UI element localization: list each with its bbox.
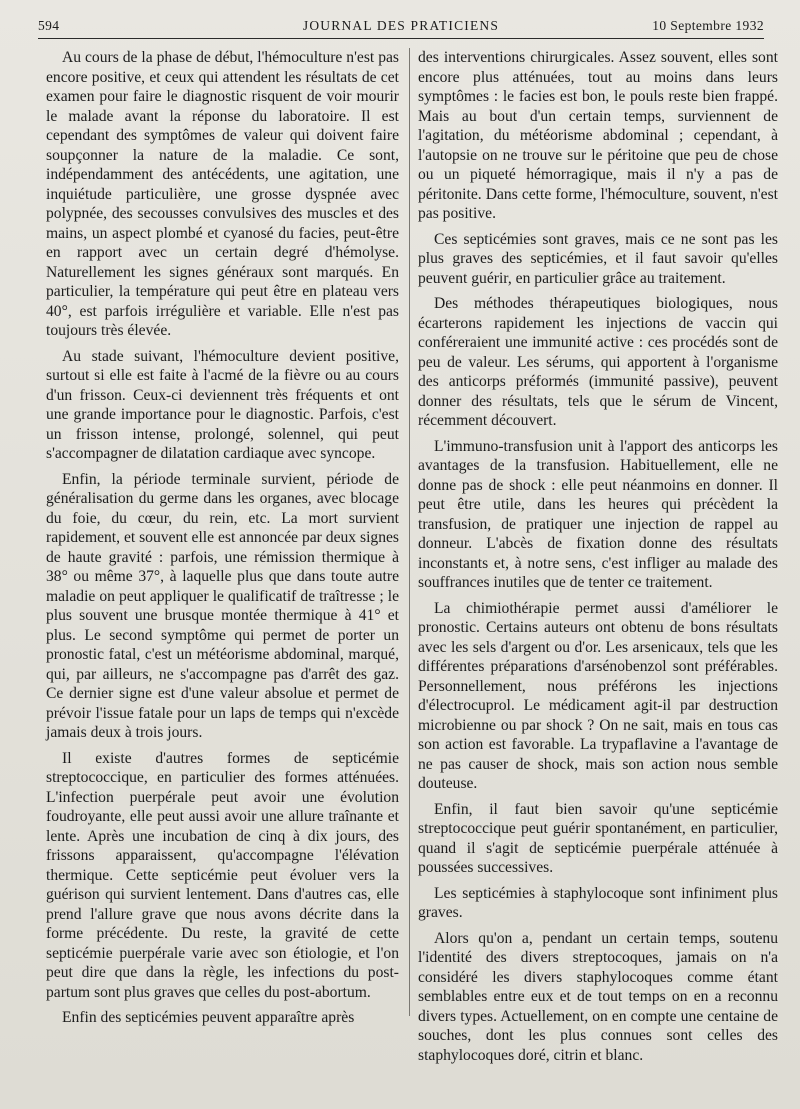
paragraph: Enfin, la période terminale survient, période de généralisation du germe dans les organes, avec blocage du foie, du cœur, du rein, etc. La mort survient rapidement, et souvent elle est annoncée par deux signes de haute gravité : parfois, une rémission thermique à 38° ou même 37°, à laquelle plus que dans toute autre maladie on peut appliquer le qualificatif de traîtresse ; le plus souvent une brusque montée thermique à 41° et plus. Le second symptôme qui permet de porter un pronostic fatal, c'est un météorisme abdominal, marqué, qui, par ailleurs, ne s'accompagne pas d'arrêt des gaz. Ce dernier signe est d'une valeur absolue et permet de prévoir l'issue fatale pour un laps de temps qui n'excède jamais deux à trois jours. [46,470,399,741]
paragraph: Au cours de la phase de début, l'hémoculture n'est pas encore positive, et ceux qui attendent les résultats de cet examen pour faire le diagnostic risquent de voir mourir le malade avant la réponse du laboratoire. Il est cependant des symptômes de valeur qui doivent faire soupçonner la nature de la maladie. Ce sont, indépendamment des antécédents, une agitation, une inquiétude particulière, une grosse dyspnée avec polypnée, des secousses convulsives des muscles et des mains, un aspect plombé et cyanosé du facies, peut-être en rapport avec un certain degré d'hémolyse. Naturellement les signes généraux sont marqués. En particulier, la température qui peut être en plateau vers 40°, est parfois irrégulière et variable. Elle n'est pas toujours très élevée. [46,49,399,339]
paragraph: Enfin des septicémies peuvent apparaître après [62,1009,355,1026]
paragraph: Enfin, il faut bien savoir qu'une septicémie streptococcique peut guérir spontanément, en particulier, quand il s'agit de septicémie puerpérale atténuée à poussées successives. [418,800,778,876]
left-column [46,48,399,1034]
column-divider [409,48,410,1016]
header-rule [38,38,764,39]
issue-date: 10 Septembre 1932 [652,18,764,33]
right-column [418,48,778,1071]
paragraph: Il existe d'autres formes de septicémie streptococcique, en particulier des formes atténuées. L'infection puerpérale peut avoir une évolution foudroyante, elle peut aussi avoir une allure traînante et lente. Après une incubation de cinq à dix jours, des frissons apparaissent, qu'accompagne l'élévation thermique. Cette septicémie peut évoluer vers la guérison qui survient lentement. Dans d'autres cas, elle prend l'allure grave que nous avons décrite dans la forme précédente. Du reste, la gravité de cette septicémie puerpérale varie avec son étiologie, et l'on peut dire que dans la règle, les infections du post-partum sont plus graves que celles du post-abortum. [46,749,399,1001]
paragraph: Les septicémies à staphylocoque sont infiniment plus graves. [418,884,778,921]
paragraph: La chimiothérapie permet aussi d'améliorer le pronostic. Certains auteurs ont obtenu de bons résultats avec les sels d'argent ou d'or. Les arsenicaux, tels que les différentes préparations d'arsénobenzol sont préférables. Personnellement, nous préférons les injections d'électrocuprol. Le médicament agit-il par destruction microbienne ou par shock ? On ne sait, mais en tous cas son action est favorable. La trypaflavine a l'avantage de ne pas causer de shock, mais son action nous semble douteuse. [418,599,778,792]
journal-title: JOURNAL DES PRATICIENS [302,18,500,33]
paragraph-continuation: des interventions chirurgicales. Assez souvent, elles sont encore plus atténuées, tout au moins dans leurs symptômes : le facies est bon, le pouls reste bien frappé. Mais au bout d'un certain temps, surviennent de l'agitation, du météorisme abdominal ; cependant, à l'autopsie on ne trouve sur le péritoine que peu de chose ou un piqueté hémorragique, mais il n'y a pas de péritonite. Dans cette forme, l'hémoculture, souvent, n'est pas positive. [418,49,778,222]
paragraph: Des méthodes thérapeutiques biologiques, nous écarterons rapidement les injections de vaccin qui conféreraient une immunité active : ces procédés sont de peu de valeur. Les sérums, qui apportent à l'organisme des anticorps préformés (immunité passive), peuvent donner des résultats, tels que le sérum de Vincent, récemment découvert. [418,295,778,429]
paragraph: L'immuno-transfusion unit à l'apport des anticorps les avantages de la transfusion. Habituellement, elle ne donne pas de shock : elle peut néanmoins en donner. Il peut être utile, dans les heures qui précèdent la transfusion, de pratiquer une injection de rappel au donneur. L'abcès de fixation donne des résultats inconstants et, à notre sens, c'est infliger au malade des souffrances inutiles que de tenter ce traitement. [418,437,778,591]
page-number: 594 [38,18,60,33]
running-header [38,18,764,38]
paragraph: Ces septicémies sont graves, mais ce ne sont pas les plus graves des septicémies, et il faut savoir qu'elles peuvent guérir, en particulier grâce au traitement. [418,230,778,287]
paragraph: Au stade suivant, l'hémoculture devient positive, surtout si elle est faite à l'acmé de la fièvre ou au cours d'un frisson. Ceux-ci deviennent très fréquents et ont une grande importance pour le diagnostic. Parfois, c'est un frisson intense, prolongé, solennel, qui peut s'accompagner de dilatation cardiaque avec syncope. [46,347,399,462]
paragraph: Alors qu'on a, pendant un certain temps, soutenu l'identité des divers streptocoques, jamais on n'a considéré les divers staphylocoques comme étant semblables entre eux et de tout temps on en a reconnu divers types. Actuellement, on en compte une centaine de souches, dont les plus connues sont celles des staphylocoques doré, citrin et blanc. [418,929,778,1064]
